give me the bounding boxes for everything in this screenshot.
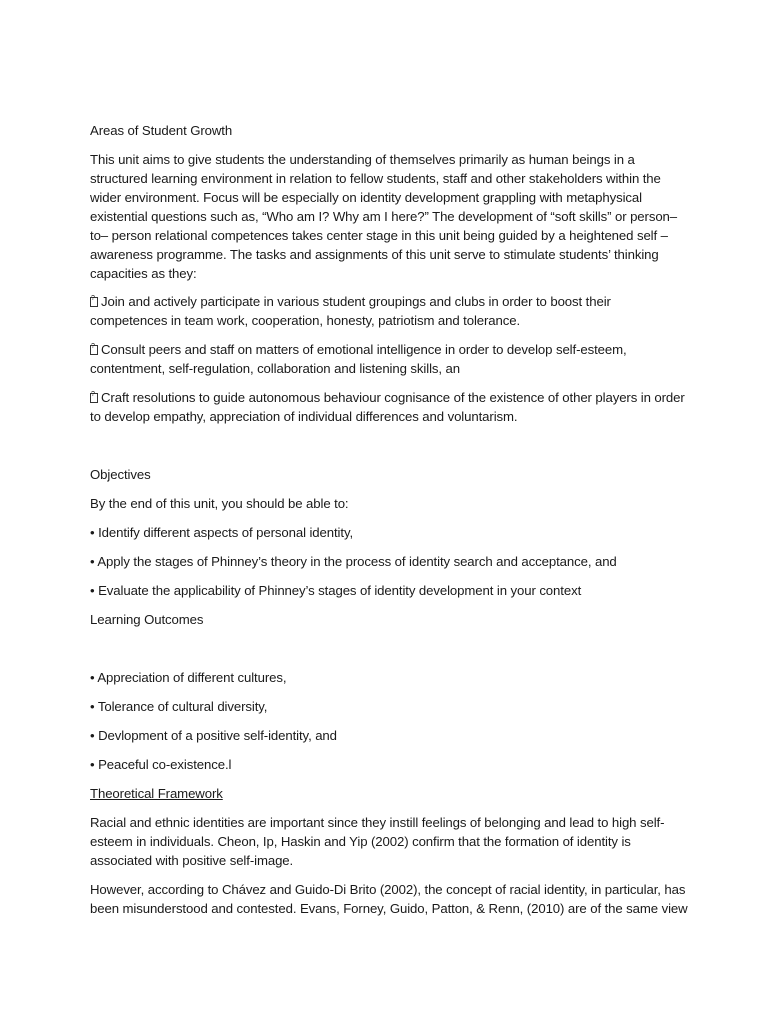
heading-areas-of-student-growth: Areas of Student Growth <box>90 123 233 138</box>
intro-line: capacities as they: <box>90 266 197 281</box>
framework-paragraph-line: associated with positive self-image. <box>90 853 294 868</box>
heading-objectives: Objectives <box>90 467 151 482</box>
objectives-intro: By the end of this unit, you should be able to: <box>90 496 349 511</box>
objective-item: • Apply the stages of Phinney’s theory in the process of identity search and acceptance, and <box>90 554 617 569</box>
missing-glyph-icon <box>90 345 98 355</box>
framework-paragraph-line: esteem in individuals. Cheon, Ip, Haskin and Yip (2002) confirm that the formation of identity is <box>90 834 631 849</box>
task-text: Craft resolutions to guide autonomous behaviour cognisance of the existence of other players in order <box>101 390 685 405</box>
objective-item: • Identify different aspects of personal identity, <box>90 525 354 540</box>
missing-glyph-icon <box>90 393 98 403</box>
intro-line: structured learning environment in relation to fellow students, staff and other stakeholders within the <box>90 171 661 186</box>
intro-line: awareness programme. The tasks and assignments of this unit serve to stimulate students’ thinking <box>90 247 659 262</box>
task-text: to develop empathy, appreciation of individual differences and voluntarism. <box>90 409 518 424</box>
framework-paragraph-line: However, according to Chávez and Guido-Di Brito (2002), the concept of racial identity, in particular, has <box>90 882 686 897</box>
heading-theoretical-framework: Theoretical Framework <box>90 786 223 801</box>
intro-line: existential questions such as, “Who am I? Why am I here?” The development of “soft skills” or person– <box>90 209 678 224</box>
task-item-join <box>90 292 611 311</box>
task-text: competences in team work, cooperation, honesty, patriotism and tolerance. <box>90 313 521 328</box>
outcome-item: • Tolerance of cultural diversity, <box>90 699 268 714</box>
task-item-consult <box>90 340 627 359</box>
intro-line: to– person relational competences takes center stage in this unit being guided by a heightened self – <box>90 228 668 243</box>
outcome-item: • Devlopment of a positive self-identity, and <box>90 728 337 743</box>
intro-line: This unit aims to give students the understanding of themselves primarily as human beings in a <box>90 152 635 167</box>
framework-paragraph-line: been misunderstood and contested. Evans, Forney, Guido, Patton, & Renn, (2010) are of the same view <box>90 901 688 916</box>
task-text: Consult peers and staff on matters of emotional intelligence in order to develop self-esteem, <box>101 342 627 357</box>
heading-learning-outcomes: Learning Outcomes <box>90 612 204 627</box>
task-text: Join and actively participate in various student groupings and clubs in order to boost their <box>101 294 611 309</box>
outcome-item: • Appreciation of different cultures, <box>90 670 287 685</box>
outcome-item: • Peaceful co-existence.l <box>90 757 232 772</box>
missing-glyph-icon <box>90 297 98 307</box>
objective-item: • Evaluate the applicability of Phinney’s stages of identity development in your context <box>90 583 582 598</box>
task-item-craft <box>90 388 685 407</box>
task-text: contentment, self-regulation, collaboration and listening skills, an <box>90 361 460 376</box>
framework-paragraph-line: Racial and ethnic identities are important since they instill feelings of belonging and lead to high self- <box>90 815 665 830</box>
intro-line: wider environment. Focus will be especially on identity development grappling with metaphysical <box>90 190 642 205</box>
